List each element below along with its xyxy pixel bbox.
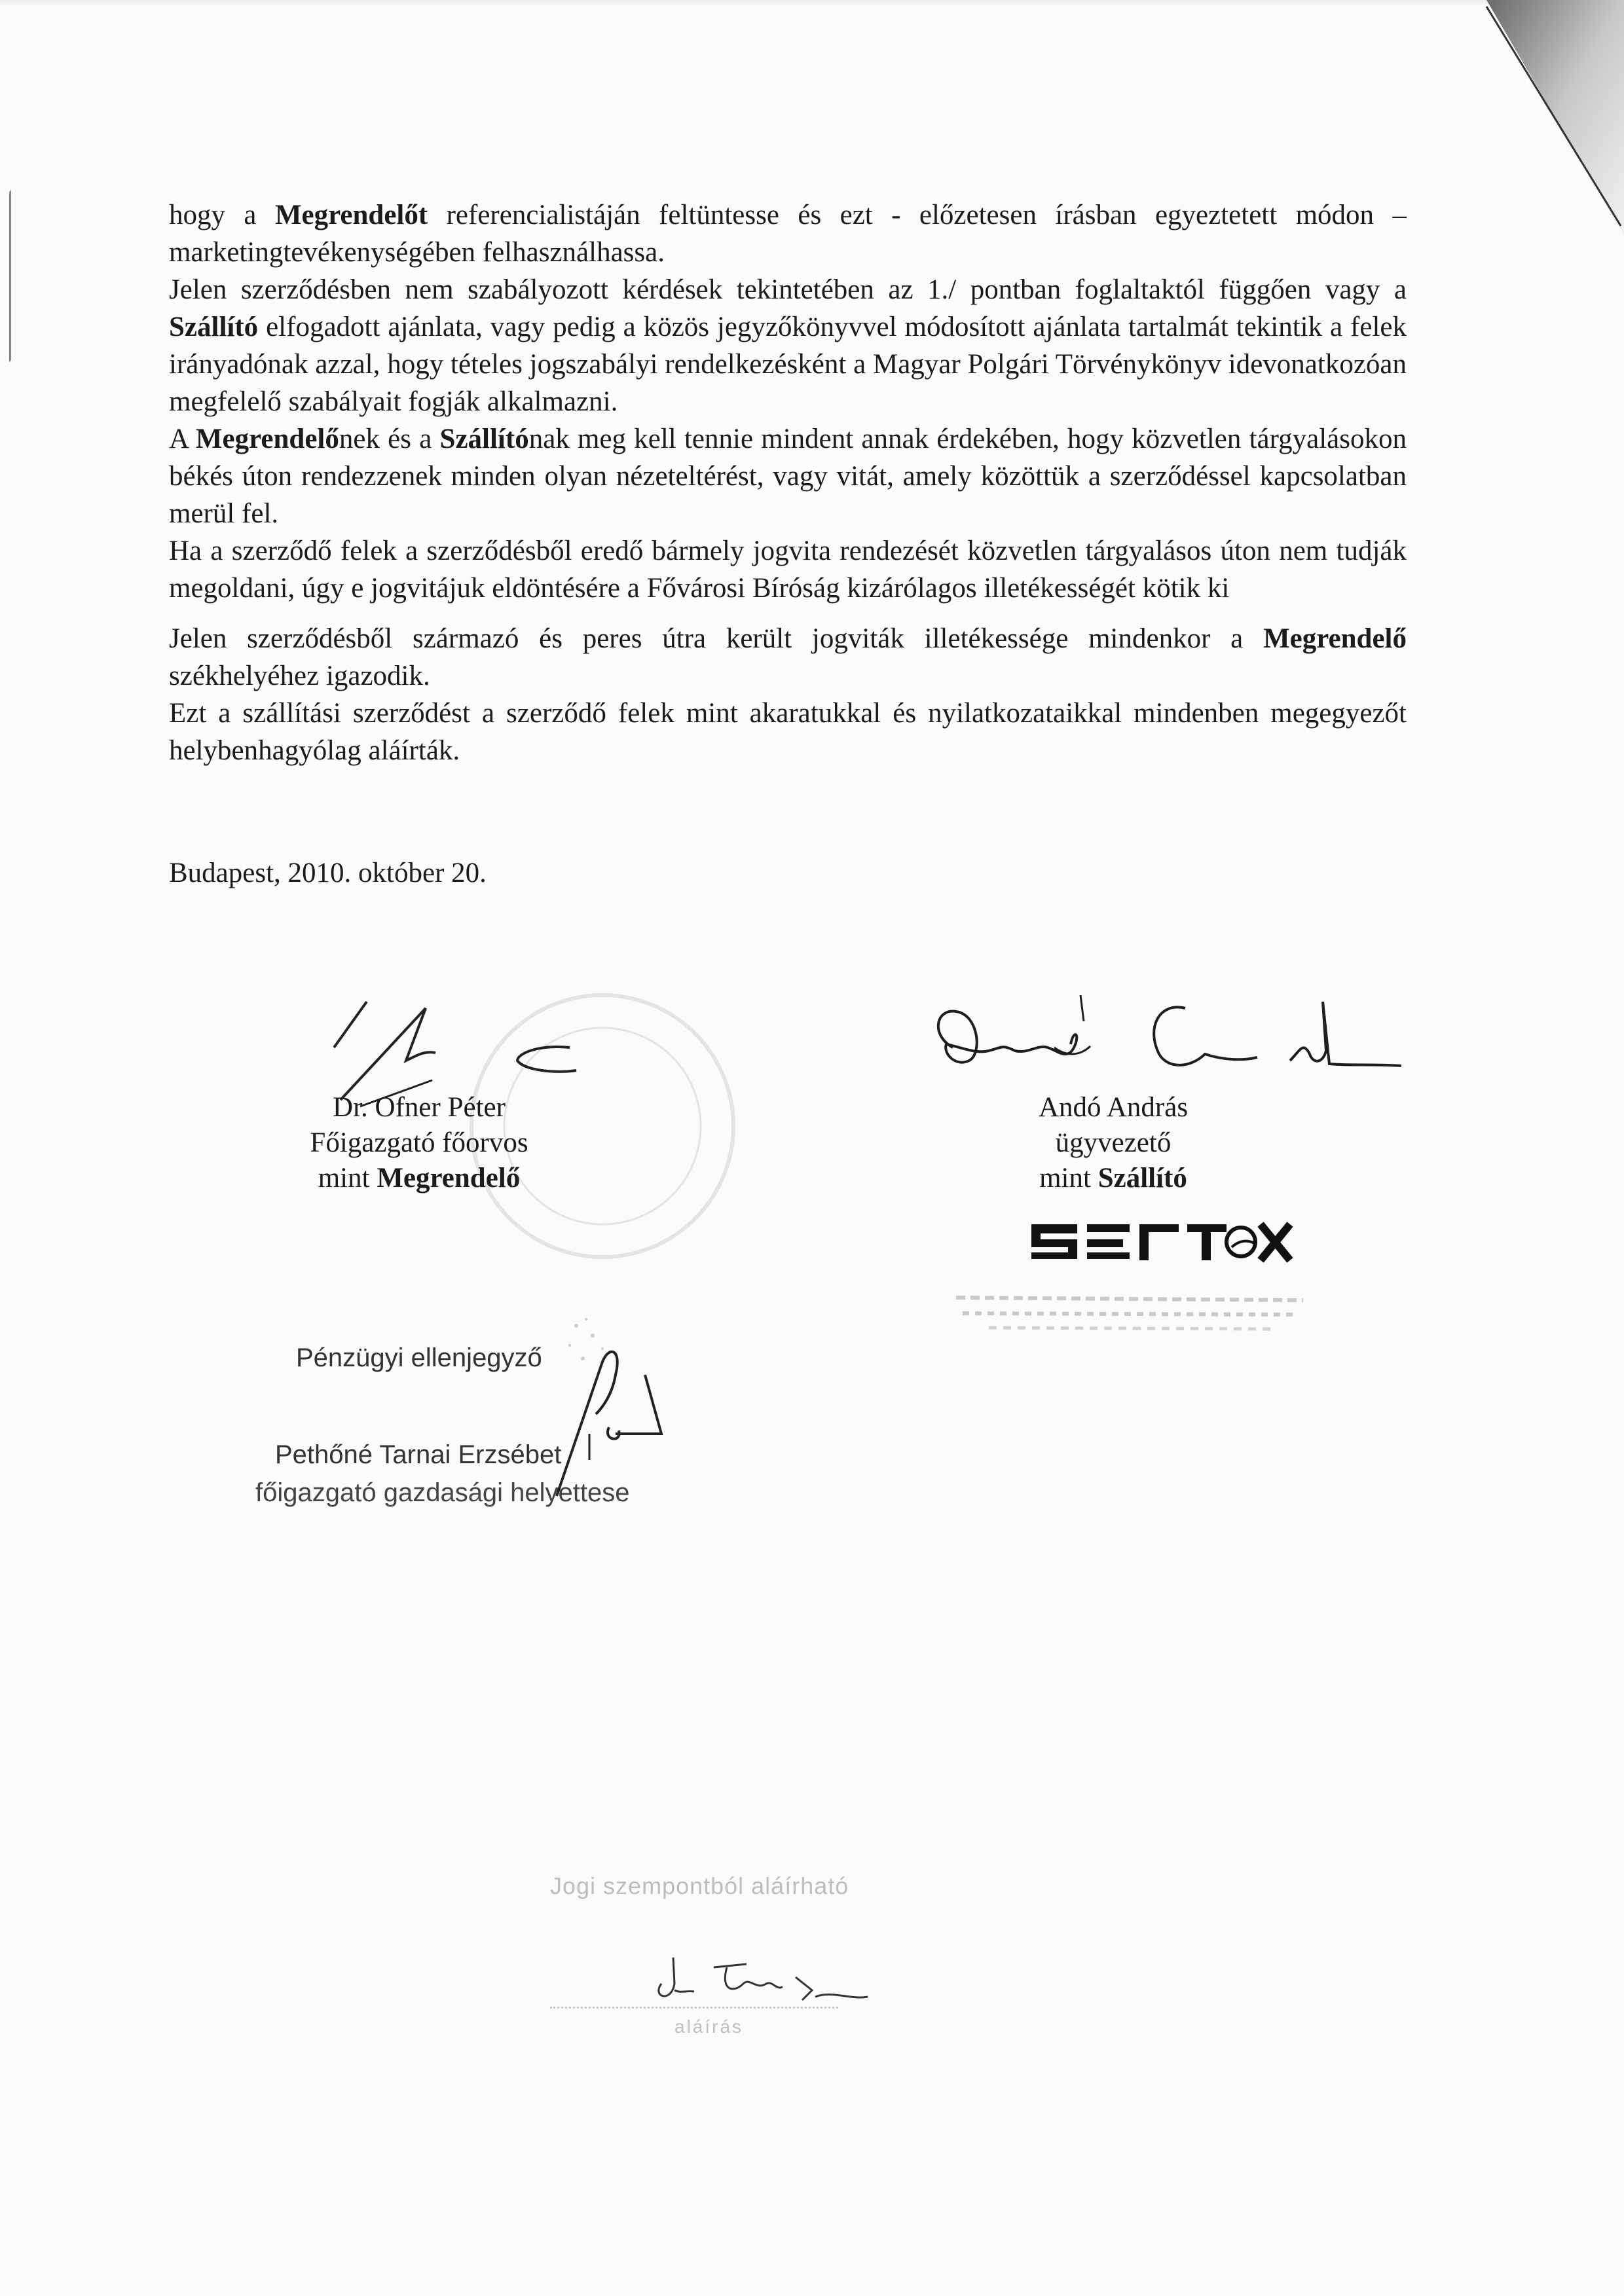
financial-countersign <box>255 1339 630 1512</box>
paragraph <box>169 420 1407 532</box>
text-run: székhelyéhez igazodik. <box>169 661 430 691</box>
scan-top-edge <box>0 0 1624 7</box>
text-run: hogy a <box>169 200 275 230</box>
septox-logo <box>1025 1214 1300 1267</box>
legal-signature-line <box>550 2007 838 2009</box>
text-run: A <box>169 424 196 454</box>
party-name: Megrendelő <box>195 424 339 454</box>
signatory-role: mint Megrendelő <box>318 1163 521 1194</box>
text-run: Ezt a szállítási szerződést a szerződő felek mint akaratukkal és nyilatkozataikkal mindenben megegyezőt helybenhagyólag aláírták. <box>169 698 1407 766</box>
company-stamp-faint <box>950 1288 1316 1338</box>
signature-ando <box>917 982 1454 1087</box>
legal-label: Jogi szempontból aláírható <box>550 1872 849 1899</box>
contract-body <box>169 196 1407 769</box>
text-run: referencialistáján feltüntesse és ezt - előzetesen írásban egyeztetett módon – marketingtevékenységében felhasználhassa. <box>169 200 1407 268</box>
text-run: elfogadott ajánlata, vagy pedig a közös jegyzőkönyvvel módosított ajánlata tartalmát tekintik a felek irányadónak azzal, hogy tételes jogszabályi rendelkezésként a Magyar Polgári Törvénykönyv idevonatkozóan megfelelő szabályait fogják alkalmazni. <box>169 312 1407 417</box>
signatory-title: ügyvezető <box>1055 1127 1172 1158</box>
fin-role: Pénzügyi ellenjegyző <box>296 1343 542 1372</box>
signatory-title: Főigazgató főorvos <box>310 1127 528 1158</box>
date-line: Budapest, 2010. október 20. <box>169 858 487 888</box>
text-run: nak meg kell tennie mindent annak érdekében, hogy közvetlen tárgyalásokon békés úton rendezzenek minden olyan nézeteltérést, vagy vitát, amely közöttük a szerződéssel kapcsolatban merül fel. <box>169 424 1407 529</box>
folded-corner <box>1454 0 1624 236</box>
fin-name: Pethőné Tarnai Erzsébet <box>275 1440 562 1469</box>
paragraph <box>169 620 1407 695</box>
stamp-text-marks <box>950 1288 1316 1334</box>
paragraph <box>169 196 1407 271</box>
text-run: Jelen szerződésből származó és peres útra került jogviták illetékessége mindenkor a <box>169 623 1264 654</box>
signatory-szallito <box>969 1090 1257 1196</box>
scan-left-edge <box>0 190 11 373</box>
paragraph <box>169 271 1407 420</box>
text-run: Jelen szerződésben nem szabályozott kérdések tekintetében az 1./ pontban foglaltaktól függően vagy a <box>169 274 1407 305</box>
legal-approval <box>550 1872 976 2037</box>
paragraph <box>169 695 1407 769</box>
party-name: Megrendelőt <box>274 200 428 230</box>
text-run: nek és a <box>339 424 440 454</box>
text-run: Ha a szerződő felek a szerződésből eredő bármely jogvita rendezését közvetlen tárgyalásos úton nem tudják megoldani, úgy e jogvitájuk eldöntésére a Fővárosi Bíróság kizárólagos illetékességét kötik ki <box>169 536 1407 604</box>
signatory-name: Andó András <box>1038 1092 1189 1123</box>
party-name: Szállító <box>169 312 259 342</box>
legal-sub-label: aláírás <box>674 2016 744 2037</box>
signatory-megrendelo <box>275 1090 563 1196</box>
signatory-role: mint Szállító <box>1039 1163 1187 1194</box>
party-name: Szállító <box>439 424 529 454</box>
party-name: Megrendelő <box>1263 623 1407 654</box>
paragraph <box>169 532 1407 607</box>
fin-title: főigazgató gazdasági helyettese <box>255 1478 630 1507</box>
signatory-name: Dr. Ofner Péter <box>333 1092 506 1123</box>
legal-signature <box>635 1944 871 2016</box>
